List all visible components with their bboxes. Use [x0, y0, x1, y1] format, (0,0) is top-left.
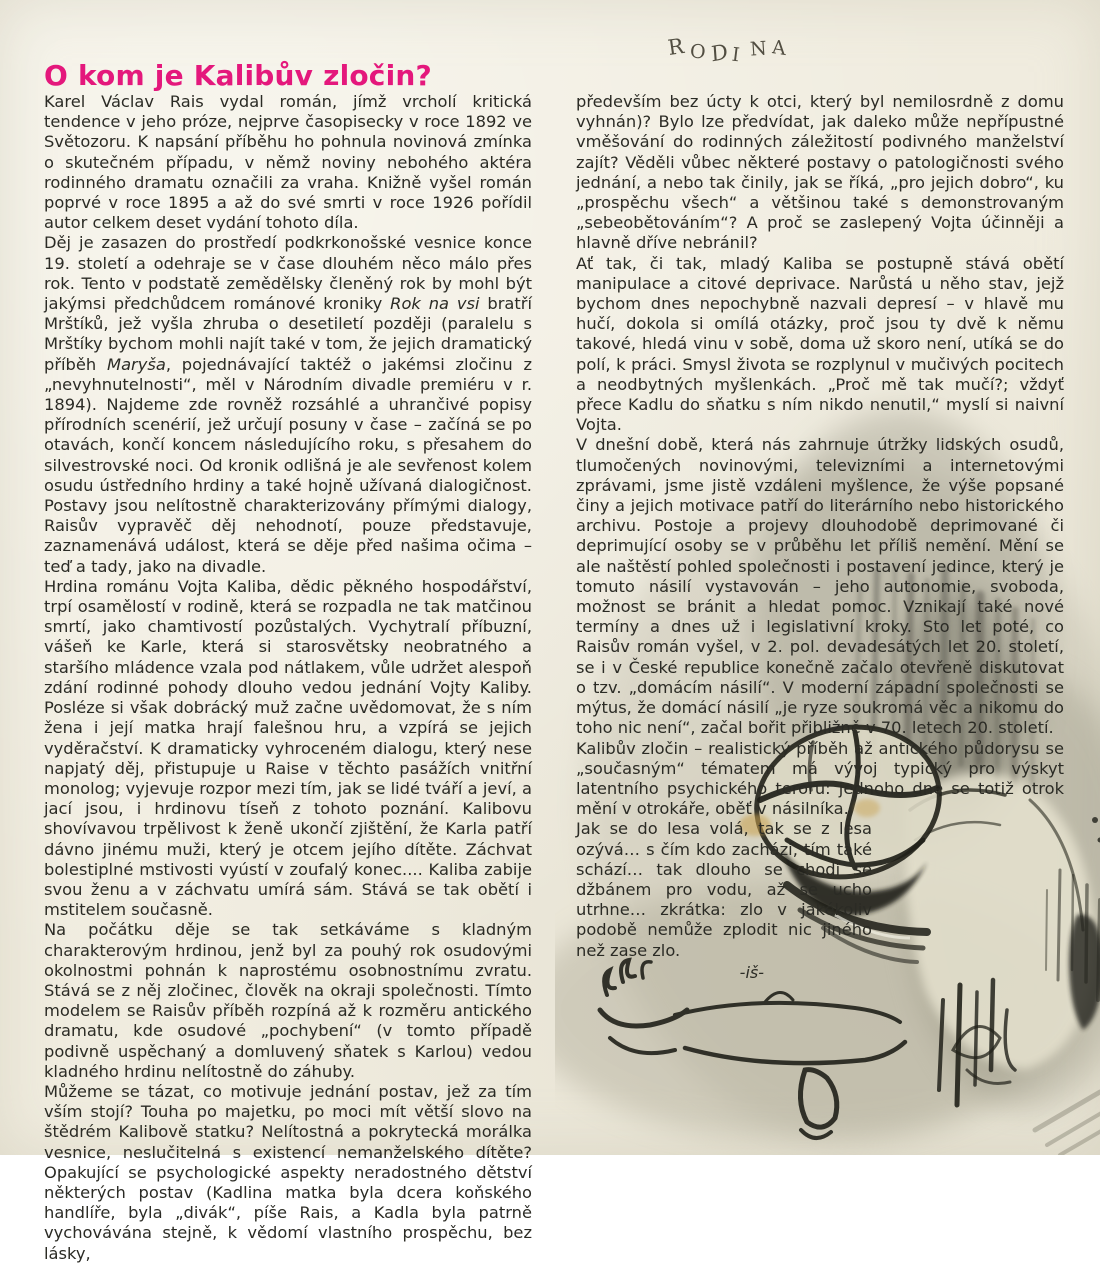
page-title: O kom je Kalibův zločin?	[44, 59, 432, 92]
paragraph: především bez úcty k otci, který byl nemilosrdně z domu vyhnán)? Bylo lze předvídat, jak daleko může nepřípustné vměšování do rodinných záležitostí podivného manželství zajít? Věděli vůbec některé postavy o patologičnosti svého jednání, a nebo tak činily, jak se říká, „pro jejich dobro“, ku „prospěchu všech“ a většinou také s demonstrovaným „sebeobětováním“? A proč se zaslepený Vojta účinněji a hlavně dříve nebránil?	[576, 92, 1064, 254]
right-column	[576, 92, 1064, 1264]
paragraph: Děj je zasazen do prostředí podkrkonošské vesnice konce 19. století a odehraje se v čase dlouhém něco málo přes rok. Tento v podstatě zemědělsky členěný rok by mohl být jakýmsi předchůdcem románové kroniky Rok na vsi bratří Mrštíků, jež vyšla zhruba o desetiletí později (paralelu s Mrštíky bychom mohli najít také v tom, že jejich dramatický příběh Maryša, pojednávající taktéž o jakémsi zločinu z „nevyhnutelnosti“, měl v Národním divadle premiéru v r. 1894). Najdeme zde rovněž rozsáhlé a uhrančivé popisy přírodních scenérií, jež určují posuny v čase – začíná se po otavách, končí koncem následujícího roku, s přesahem do silvestrovské noci. Od kronik odlišná je ale sevřenost kolem osudu ústředního hrdiny a také hojně užívaná dialogičnost. Postavy jsou nelítostně charakterizovány přímými dialogy, Raisův vypravěč děj nehodnotí, pouze představuje, zaznamenává událost, která se děje před našima očima – teď a tady, jako na divadle.	[44, 233, 532, 576]
article-body	[44, 92, 1064, 1264]
paragraph: Můžeme se tázat, co motivuje jednání postav, jež za tím vším stojí? Touha po majetku, po moci mít větší slovo na štědrém Kalibově statku? Nelítostná a pokrytecká morálka vesnice, neslučitelná s existencí nemanželského dítěte? Opakující se psychologické aspekty neradostného dětství některých postav (Kadlina matka byla dcera koňského handlíře, byla „divák“, píše Rais, a Kadla byla patrně vychovávána stejně, k vědomí vlastního prospěchu, bez lásky,	[44, 1082, 532, 1264]
handwritten-note-rodina	[668, 34, 818, 74]
handwritten-letter: O	[689, 40, 706, 63]
handwritten-letter: N	[749, 37, 767, 60]
paragraph: Hrdina románu Vojta Kaliba, dědic pěkného hospodářství, trpí osamělostí v rodině, která se rozpadla ne tak matčinou smrtí, jako chamtivostí pozůstalých. Vychytralí příbuzní, vášeň ke Karle, která si starosvětsky neobratného a staršího mládence vzala pod nátlakem, vůle udržet alespoň zdání rodinné pohody dlouho vedou jednání Vojty Kaliby. Posléze si však dobrácký muž začne uvědomovat, že s ním žena i její matka hrají falešnou hru, a vzpírá se jejich vyděračství. K dramaticky vyhroceném dialogu, který nese napjatý děj, přistupuje u Raise v těchto pasážích vnitřní monolog; vyjevuje rozpor mezi tím, jak se lidé tváří a jeví, a jací jsou, i hrdinovu tíseň z tohoto poznání. Kalibovu shovívavou trpělivost k ženě ukončí zjištění, že Karla patří dávno jinému muži, který je otcem jejího dítěte. Záchvat bolestiplné mstivosti vyústí v zoufalý konec.... Kaliba zabije svou ženu a v záchvatu umírá sám. Stává se tak obětí i mstitelem současně.	[44, 577, 532, 920]
paragraph: Na počátku děje se tak setkáváme s kladným charakterovým hrdinou, jenž byl za pouhý rok osudovými okolnostmi pohnán k naprostému osobnostnímu zvratu. Stává se z něj zločinec, člověk na okraji společnosti. Tímto modelem se Raisův příběh rozpíná až k rozměru antického dramatu, kde osudové „pochybení“ (v tomto případě podivně uspěchaný a domluvený sňatek s Karlou) vedou kladného hrdinu nelítostně do záhuby.	[44, 920, 532, 1082]
handwritten-letter: R	[666, 34, 685, 60]
paragraph: V dnešní době, která nás zahrnuje útržky lidských osudů, tlumočených novinovými, televizními a internetovými zprávami, jsme jistě vzdáleni myšlence, že výše popsané činy a jejich motivace patří do literárního nebo historického archivu. Postoje a projevy dlouhodobě deprimované či deprimující osoby se v průběhu let příliš nemění. Mění se ale naštěstí pohled společnosti i postavení jedince, který je tomuto násilí vystavován – jeho autonomie, svoboda, možnost se bránit a hledat pomoc. Vznikají také nové termíny a dnes už i legislativní kroky. Sto let poté, co Raisův román vyšel, v 2. pol. devadesátých let 20. století, se i v České republice konečně začalo otevřeně diskutovat o tzv. „domácím násilí“. V moderní západní společnosti se mýtus, že domácí násilí „je ryze soukromá věc a nikomu do toho nic není“, začal bořit přibližně v 70. letech 20. století.	[576, 435, 1064, 738]
handwritten-letter: D	[711, 40, 729, 67]
handwritten-letter: A	[772, 36, 786, 60]
handwritten-letter: I	[731, 44, 741, 67]
paragraph: Ať tak, či tak, mladý Kaliba se postupně stává obětí manipulace a citové deprivace. Narůstá u něho stav, jejž bychom dnes nepochybně nazvali depresí – v hlavě mu hučí, dokola si omílá otázky, proč jsou ty dvě k němu takové, hledá vinu v sobě, doma už skoro není, utíká se do polí, k práci. Smysl života se rozplynul v mučivých pocitech a neodbytných myšlenkách. „Proč mě tak mučí?; vždyť přece Kadlu do sňatku s ním nikdo nenutil,“ myslí si naivní Vojta.	[576, 254, 1064, 436]
paragraph: Karel Václav Rais vydal román, jímž vrcholí kritická tendence v jeho próze, nejprve časopisecky v roce 1892 ve Světozoru. K napsání příběhu ho pohnula novinová zmínka o skutečném případu, v němž noviny nebohého aktéra rodinného dramatu označili za vraha. Knižně vyšel román poprvé v roce 1895 a až do své smrti v roce 1926 pořídil autor celkem deset vydání tohoto díla.	[44, 92, 532, 233]
paragraph: Kalibův zločin – realistický příběh až antického půdorysu se „současným“ tématem má vývoj typický pro výskyt latentního psychického teroru: jednoho dne se totiž otrok mění v otrokáře, oběť v násilníka.	[576, 739, 1064, 820]
paragraph-wrapped-around-illustration: Jak se do lesa volá, tak se z lesa ozývá… s čím kdo zachází, tím také schází… tak dlouho se chodí se džbánem pro vodu, až se ucho utrhne… zkrátka: zlo v jakékoliv podobě nemůže zplodit nic jiného než zase zlo.	[576, 819, 872, 960]
author-signature: -iš-	[576, 963, 872, 982]
left-column	[44, 92, 532, 1264]
